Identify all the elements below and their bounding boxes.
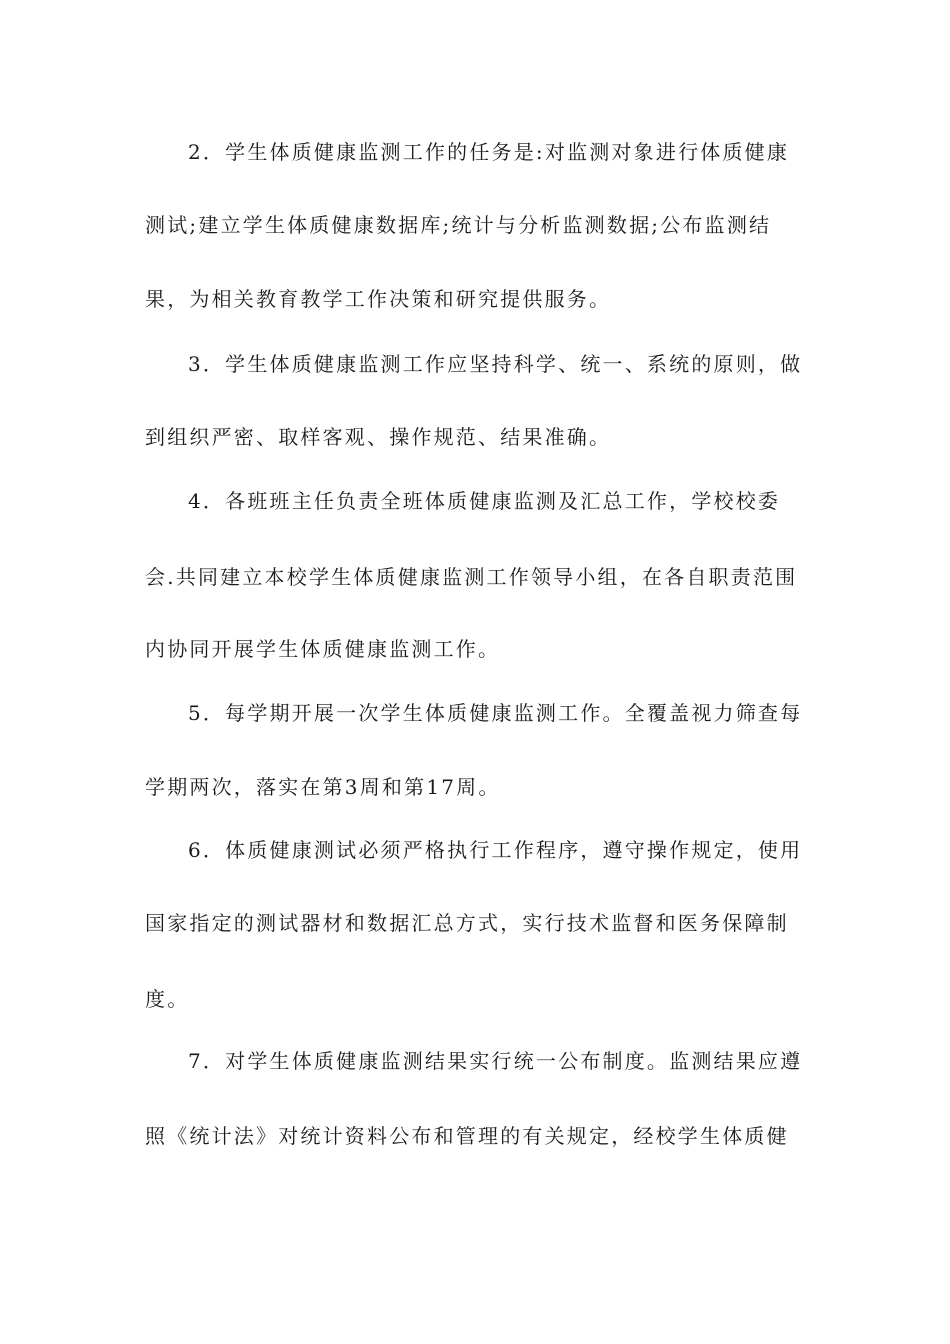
paragraph-3-line-1: 3．学生体质健康监测工作应坚持科学、统一、系统的原则，做 [188,352,803,376]
paragraph-4-line-2: 会.共同建立本校学生体质健康监测工作领导小组，在各自职责范围 [145,565,798,589]
paragraph-4-line-3: 内协同开展学生体质健康监测工作。 [145,637,501,661]
paragraph-4-line-1: 4．各班班主任负责全班体质健康监测及汇总工作，学校校委 [188,489,781,513]
paragraph-3-line-2: 到组织严密、取样客观、操作规范、结果准确。 [145,425,612,449]
paragraph-2-line-2: 测试;建立学生体质健康数据库;统计与分析监测数据;公布监测结 [145,213,772,237]
paragraph-2-line-1: 2．学生体质健康监测工作的任务是:对监测对象进行体质健康 [188,140,790,164]
paragraph-7-line-1: 7．对学生体质健康监测结果实行统一公布制度。监测结果应遵 [188,1049,803,1073]
paragraph-6-line-1: 6．体质健康测试必须严格执行工作程序，遵守操作规定，使用 [188,838,803,862]
paragraph-5-line-2: 学期两次，落实在第3周和第17周。 [145,775,501,799]
paragraph-6-line-3: 度。 [145,987,190,1011]
paragraph-7-line-2: 照《统计法》对统计资料公布和管理的有关规定，经校学生体质健 [145,1124,789,1148]
paragraph-2-line-3: 果，为相关教育教学工作决策和研究提供服务。 [145,287,612,311]
paragraph-5-line-1: 5．每学期开展一次学生体质健康监测工作。全覆盖视力筛查每 [188,701,803,725]
paragraph-6-line-2: 国家指定的测试器材和数据汇总方式，实行技术监督和医务保障制 [145,911,789,935]
